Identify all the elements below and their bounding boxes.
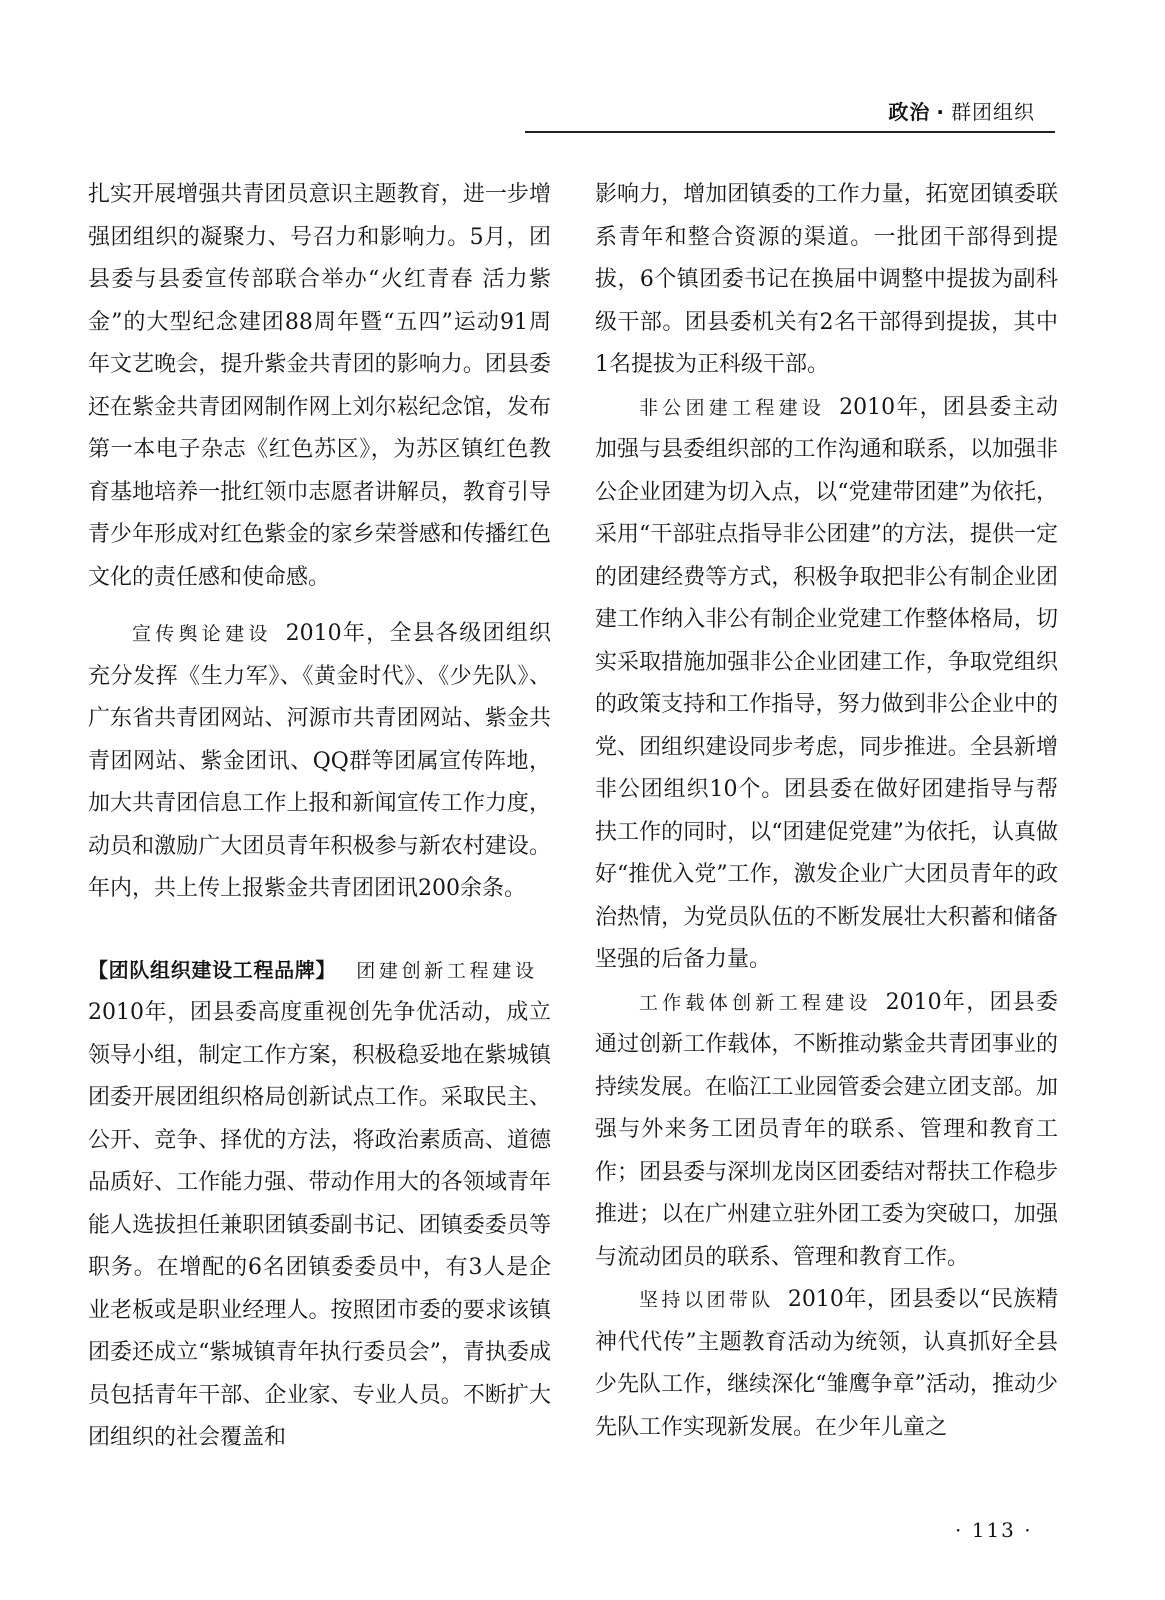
- paragraph: 扎实开展增强共青团员意识主题教育，进一步增强团组织的凝聚力、号召力和影响力。5月，团县委与县委宣传部联合举办“火红青春 活力紫金”的大型纪念建团88周年暨“五四”运动91周年文艺晚会，提升紫金共青团的影响力。团县委还在紫金共青团网制作网上刘尔崧纪念馆，发布第一本电子杂志《红色苏区》，为苏区镇红色教育基地培养一批红领巾志愿者讲解员，教育引导青少年形成对红色紫金的家乡荣誉感和传播红色文化的责任感和使命感。: [88, 182, 551, 590]
- paragraph: [595, 982, 1058, 1280]
- left-column: [88, 174, 551, 1460]
- paragraph: [88, 613, 551, 911]
- right-column: [595, 174, 1058, 1449]
- running-header: [888, 96, 1035, 125]
- subsection-heading: 坚持以团带队: [639, 1289, 774, 1311]
- header-rule: [525, 131, 1055, 133]
- subsection-heading: 非公团建工程建设: [639, 396, 826, 419]
- header-subsection: 群团组织: [951, 100, 1035, 124]
- paragraph: [595, 387, 1058, 982]
- paragraph: 影响力，增加团镇委的工作力量，拓宽团镇委联系青年和整合资源的渠道。一批团干部得到提拔，6个镇团委书记在换届中调整中提拔为副科级干部。团县委机关有2名干部得到提拔，其中1名提拔为正科级干部。: [595, 182, 1058, 377]
- paragraph-body: 2010年，团县委高度重视创先争优活动，成立领导小组，制定工作方案，积极稳妥地在紫城镇团委开展团组织格局创新试点工作。采取民主、公开、竞争、择优的方法，将政治素质高、道德品质好、工作能力强、带动作用大的各领域青年能人选拔担任兼职团镇委副书记、团镇委委员等职务。在增配的6名团镇委委员中，有3人是企业老板或是职业经理人。按照团市委的要求该镇团委还成立“紫城镇青年执行委员会”，青执委成员包括青年干部、企业家、专业人员。不断扩大团组织的社会覆盖和: [88, 1000, 551, 1450]
- paragraph-body: 2010年，团县委主动加强与县委组织部的工作沟通和联系，以加强非公企业团建为切入点，以“党建带团建”为依托，采用“干部驻点指导非公团建”的方法，提供一定的团建经费等方式，积极争取把非公有制企业团建工作纳入非公有制企业党建工作整体格局，切实采取措施加强非公企业团建工作，争取党组织的政策支持和工作指导，努力做到非公企业中的党、团组织建设同步考虑，同步推进。全县新增非公团组织10个。团县委在做好团建指导与帮扶工作的同时，以“团建促党建”为依托，认真做好“推优入党”工作，激发企业广大团员青年的政治热情，为党员队伍的不断发展壮大积蓄和储备坚强的后备力量。: [595, 394, 1058, 972]
- header-section: 政治: [888, 100, 931, 124]
- header-separator: ·: [936, 100, 945, 124]
- paragraph: [595, 1279, 1058, 1449]
- paragraph-body: 2010年，团县委以“民族精神代代传”主题教育活动为统领，认真抓好全县少先队工作，继续深化“雏鹰争章”活动，推动少先队工作实现新发展。在少年儿童之: [595, 1287, 1058, 1440]
- subsection-heading: 宣传舆论建设: [132, 623, 272, 645]
- paragraph-body: 2010年，团县委通过创新工作载体，不断推动紫金共青团事业的持续发展。在临江工业园管委会建立团支部。加强与外来务工团员青年的联系、管理和教育工作；团县委与深圳龙岗区团委结对帮扶工作稳步推进；以在广州建立驻外团工委为突破口，加强与流动团员的联系、管理和教育工作。: [595, 989, 1058, 1270]
- section-heading: 【团队组织建设工程品牌】: [88, 957, 337, 982]
- paragraph-body: 2010年，全县各级团组织充分发挥《生力军》、《黄金时代》、《少先队》、广东省共青团网站、河源市共青团网站、紫金共青团网站、紫金团讯、QQ群等团属宣传阵地，加大共青团信息工作上报和新闻宣传工作力度，动员和激励广大团员青年积极参与新农村建设。年内，共上传上报紫金共青团团讯200余条。: [88, 621, 551, 901]
- subsection-heading: 工作载体创新工程建设: [639, 991, 872, 1014]
- page-number: · 113 ·: [955, 1518, 1033, 1542]
- paragraph: [88, 949, 551, 1460]
- subsection-heading: 团建创新工程建设: [356, 959, 537, 982]
